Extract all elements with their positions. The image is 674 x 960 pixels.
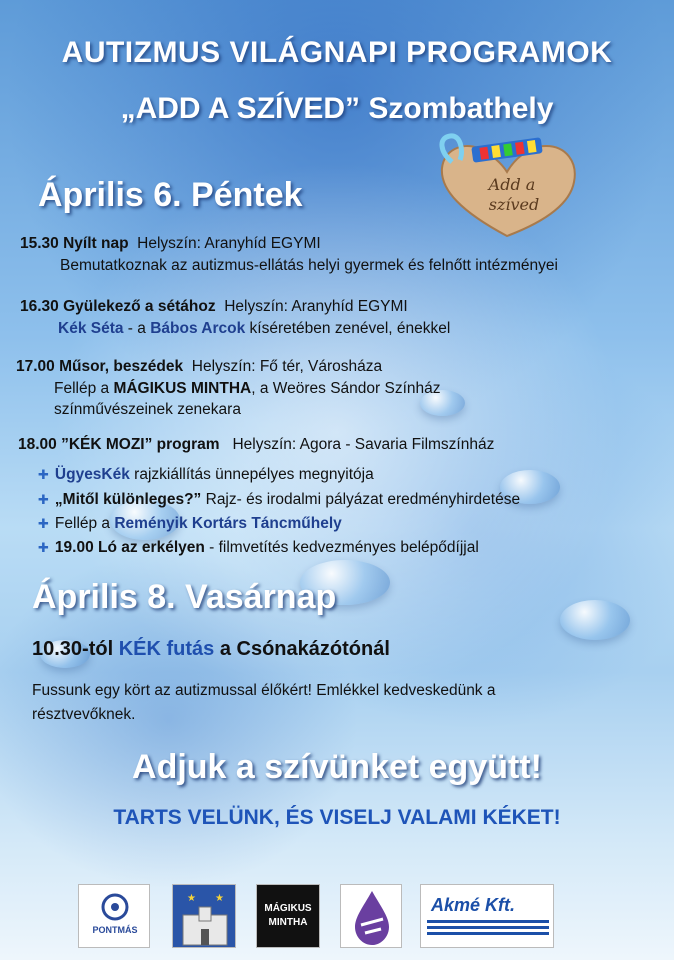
magikus-logo-line2: MINTHA: [268, 917, 308, 928]
heart-text-line1: Add a: [488, 175, 536, 194]
event-2-header: [20, 298, 408, 316]
day2-event: [32, 638, 390, 661]
bullet-item: [38, 539, 479, 557]
event-3-desc-tail: , a Weöres Sándor Színház: [251, 380, 441, 397]
coat-of-arms-icon: [173, 885, 236, 948]
magikus-logo-line1: MÁGIKUS: [264, 903, 312, 914]
sub-slogan: TARTS VELÜNK, ÉS VISELJ VALAMI KÉKET!: [113, 806, 561, 829]
bullet-item: [38, 515, 342, 533]
day2-event-tail: a Csónakázótónál: [214, 638, 390, 660]
event-3-title: 17.00 Műsor, beszédek: [16, 358, 184, 375]
event-3-header: [16, 358, 382, 376]
cross-bullet-icon: ✚: [38, 540, 49, 555]
event-3-location: Helyszín: Fő tér, Városháza: [191, 358, 383, 375]
bullet-2-bold: „Mitől különleges?”: [54, 491, 202, 508]
bullet-3-pre: Fellép a: [54, 515, 115, 532]
wooden-heart-image: [432, 132, 582, 242]
drop-figure-icon: [341, 885, 402, 948]
bullet-3-bold: Reményik Kortárs Táncműhely: [114, 515, 342, 532]
pontmas-logo: [78, 884, 150, 948]
event-3-desc-pre: Fellép a: [54, 380, 114, 397]
event-4-location: Helyszín: Agora - Savaria Filmszínház: [232, 436, 495, 453]
event-2-desc: [58, 320, 450, 338]
akme-stripes-icon: [421, 916, 554, 938]
cross-bullet-icon: ✚: [38, 467, 49, 482]
event-1-title: 15.30 Nyílt nap: [20, 235, 129, 252]
event-3-desc: [54, 380, 441, 398]
akme-kft-logo: [420, 884, 554, 948]
event-1-location: Helyszín: Aranyhíd EGYMI: [137, 235, 321, 252]
kek-futas-text: KÉK futás: [118, 638, 215, 660]
akme-logo-text: Akmé Kft.: [431, 895, 516, 915]
pontmas-logo-icon: [79, 885, 150, 948]
event-4-header: [18, 436, 494, 454]
day1-heading: Április 6. Péntek: [38, 176, 303, 214]
bullet-1-bold: ÜgyesKék: [54, 466, 130, 483]
day2-desc-line2: résztvevőknek.: [32, 706, 136, 723]
bullet-item: [38, 491, 520, 509]
page-subtitle: „ADD A SZÍVED” Szombathely: [120, 92, 554, 125]
event-1-desc: Bemutatkoznak az autizmus-ellátás helyi gyermek és felnőtt intézményei: [60, 257, 558, 274]
event-2-location: Helyszín: Aranyhíd EGYMI: [224, 298, 408, 315]
pontmas-logo-text: PONTMÁS: [92, 925, 138, 935]
bullet-2-text: Rajz- és irodalmi pályázat eredményhirdetése: [201, 491, 521, 508]
magikus-mintha-text: MÁGIKUS MINTHA: [113, 380, 252, 397]
kek-seta-text: Kék Séta: [58, 320, 124, 337]
main-slogan: Adjuk a szívünket együtt!: [132, 748, 542, 786]
cross-bullet-icon: ✚: [38, 492, 49, 507]
svg-text:★: ★: [187, 893, 196, 904]
puppet-drop-logo: [340, 884, 402, 948]
bullet-4-bold: 19.00 Ló az erkélyen: [54, 539, 205, 556]
bullet-4-text: - filmvetítés kedvezményes belépődíjjal: [204, 539, 479, 556]
event-2-title: 16.30 Gyülekező a sétához: [20, 298, 216, 315]
magikus-mintha-logo: [256, 884, 320, 948]
svg-text:★: ★: [215, 893, 224, 904]
event-2-desc-mid: - a: [123, 320, 151, 337]
day2-desc-line1: Fussunk egy kört az autizmussal élőkért! Emlékkel kedveskedünk a: [32, 682, 496, 699]
heart-text-line2: szíved: [488, 195, 540, 214]
page-title: AUTIZMUS VILÁGNAPI PROGRAMOK: [61, 36, 613, 69]
day2-event-pre: 10.30-tól: [32, 638, 119, 660]
day2-heading: Április 8. Vasárnap: [32, 578, 337, 616]
city-coat-of-arms-logo: [172, 884, 236, 948]
babos-arcok-text: Bábos Arcok: [150, 320, 246, 337]
event-3-desc-line2: színművészeinek zenekara: [54, 401, 241, 418]
water-drop-decoration: [560, 600, 630, 640]
event-1-header: [20, 235, 321, 253]
bullet-item: [38, 466, 374, 484]
event-4-title: 18.00 ”KÉK MOZI” program: [18, 436, 220, 453]
cross-bullet-icon: ✚: [38, 516, 49, 531]
bullet-1-text: rajzkiállítás ünnepélyes megnyitója: [129, 466, 374, 483]
event-2-desc-tail: kíséretében zenével, énekkel: [245, 320, 451, 337]
